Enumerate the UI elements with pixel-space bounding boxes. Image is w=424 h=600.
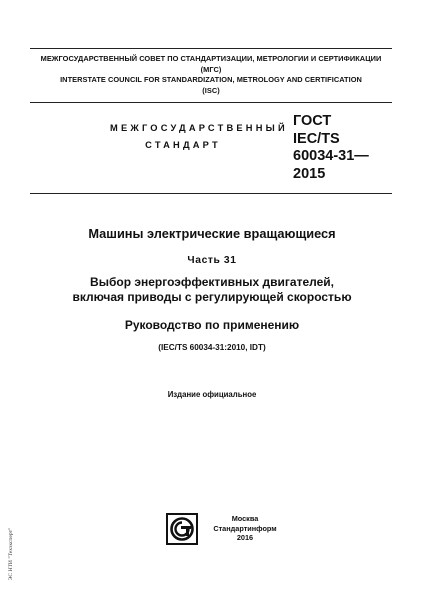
council-abbr-ru: (МГС) xyxy=(200,64,222,74)
side-watermark xyxy=(6,518,16,590)
standard-designation xyxy=(293,113,403,183)
iec-reference: (IEC/TS 60034-31:2010, IDT) xyxy=(158,343,266,352)
publisher-city: Москва xyxy=(231,514,259,523)
council-name-ru: МЕЖГОСУДАРСТВЕННЫЙ СОВЕТ ПО СТАНДАРТИЗАЦИИ, МЕТРОЛОГИИ И СЕРТИФИКАЦИИ xyxy=(40,54,382,63)
council-name-en: INTERSTATE COUNCIL FOR STANDARDIZATION, METROLOGY AND CERTIFICATION xyxy=(60,75,362,84)
document-part: Часть 31 xyxy=(187,255,237,266)
side-watermark-text: ЭС НТИ "Техэксперт" xyxy=(8,527,14,581)
standartinform-logo-icon xyxy=(166,513,198,545)
council-header xyxy=(30,48,392,103)
designation-line2: IEC/TS xyxy=(293,130,340,147)
standard-type-line1: МЕЖГОСУДАРСТВЕННЫЙ xyxy=(110,123,288,133)
edition-note: Издание официальное xyxy=(167,390,257,399)
document-subtitle xyxy=(20,275,404,305)
designation-line4: 2015 xyxy=(293,165,326,182)
designation-line3: 60034-31— xyxy=(293,148,369,164)
publisher-info xyxy=(200,514,290,543)
subtitle-line1: Выбор энергоэффективных двигателей, xyxy=(90,275,334,289)
designation-line1: ГОСТ xyxy=(293,113,332,129)
document-title: Машины электрические вращающиеся xyxy=(88,226,336,241)
publisher-name: Стандартинформ xyxy=(213,523,277,533)
publication-year: 2016 xyxy=(236,533,254,543)
subtitle-line2: включая приводы с регулирующей скоростью xyxy=(72,290,352,304)
document-guide-title: Руководство по применению xyxy=(124,318,300,332)
standard-type xyxy=(110,120,288,154)
council-abbr-en: (ISC) xyxy=(202,85,220,95)
header-divider xyxy=(30,193,392,194)
standard-type-line2: СТАНДАРТ xyxy=(145,140,221,150)
